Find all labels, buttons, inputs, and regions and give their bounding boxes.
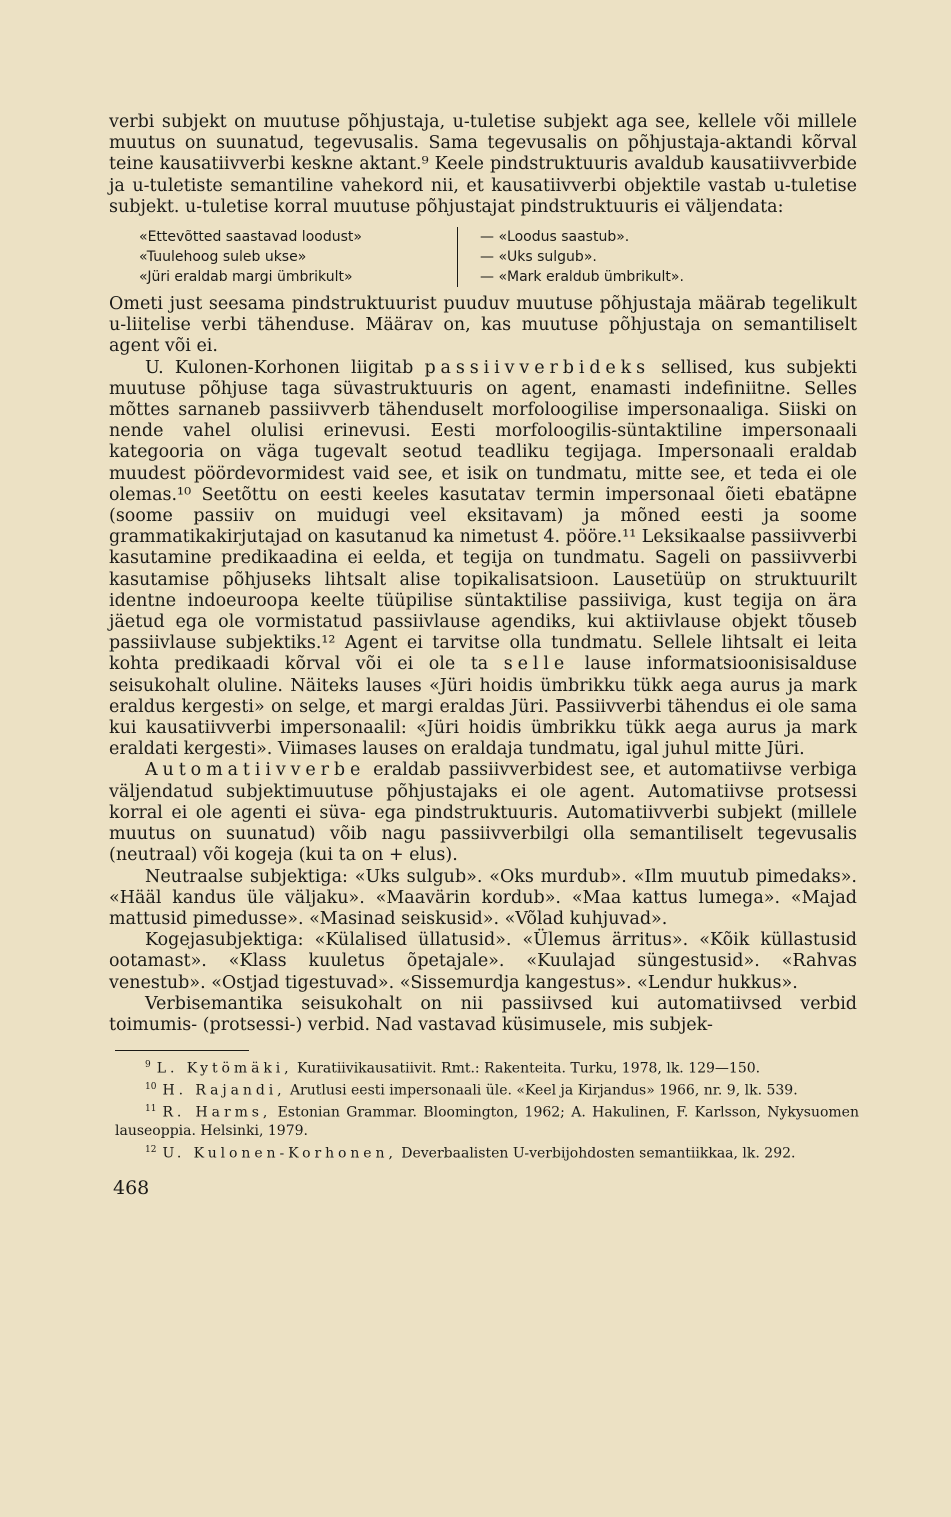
example-block <box>139 227 857 287</box>
footnote-2 <box>115 1078 859 1100</box>
paragraph-5: Neutraalse subjektiga: «Uks sulgub». «Oks murdub». «Ilm muutub pimedaks». «Hääl kandus üle väljaku». «Maavärin kordub». «Maa kattus lumega». «Majad mattusid pimedusse». «Masinad seiskusid». «Võlad kuhjuvad». <box>109 866 857 929</box>
footnote-text: Estonian Grammar. Bloomington, 1962; A. Hakulinen, F. Karlsson, Nykysuomen lauseoppia. Helsinki, 1979. <box>115 1104 859 1140</box>
paragraph-3 <box>109 358 857 761</box>
example-left-1: «Ettevõtted saastavad loodust» <box>139 229 362 246</box>
paragraph-6: Kogejasubjektiga: «Külalised üllatusid». «Ülemus ärritus». «Kõik küllastusid ootamast». «Klass kuuletus õpetajale». «Kuulajad süngestusid». «Rahvas venestub». «Ostjad tigestuvad». «Sissemurdja kangestus». «Lendur hukkus». <box>109 930 857 993</box>
p4-rest: eraldab passiivverbidest see, et automatiivse verbiga väljendatud subjektimuutuse põhjustajaks ei ole agent. Automatiivse protsessi korral ei ole agenti ei süva- ega pindstruktuuris. Automatiivverbi subjekt (millele muutus on suunatud) võib nagu passiivverbilgi olla semantiliselt tegevusalis (neutraal) või kogeja (kui ta on + elus). <box>109 760 857 866</box>
p3-spaced-word: selle <box>503 654 570 675</box>
footnotes <box>115 1056 859 1163</box>
page-number: 468 <box>113 1177 150 1199</box>
paragraph-4 <box>109 760 857 866</box>
body-text <box>109 112 857 1036</box>
footnote-author: L. Kytömäki, <box>156 1060 293 1077</box>
footnote-text: Deverbaalisten U-verbijohdosten semantiikkaa, lk. 292. <box>396 1145 796 1162</box>
footnote-number: 11 <box>145 1104 157 1115</box>
p4-spaced-term: Automatiivverbe <box>145 760 366 781</box>
p3-end: lause informatsioonisisalduse seisukohalt oluline. Näiteks lauses «Jüri hoidis ümbrikku tükk aega aurus ja mark eraldus kergesti» on selge, et margi eraldas Jüri. Passiivverbi tähendus ei ole sama kui kausatiivverbi impersonaalil: «Jüri hoidis ümbrikku tükk aega aurus ja mark eraldati kergesti». Viimases lauses on eraldaja tundmatu, igal juhul mitte Jüri. <box>109 654 857 760</box>
paragraph-2: Ometi just seesama pindstruktuurist puuduv muutuse põhjustaja määrab tegelikult u-liitelise verbi tähenduse. Määrav on, kas muutuse põhjustaja on semantiliselt agent või ei. <box>109 294 857 357</box>
example-left-2: «Tuulehoog suleb ukse» <box>139 249 307 266</box>
paragraph-7: Verbisemantika seisukohalt on nii passiivsed kui automatiivsed verbid toimumis- (protsessi-) verbid. Nad vastavad küsimusele, mis subjek- <box>109 993 857 1035</box>
footnote-4 <box>115 1141 859 1163</box>
footnote-rule <box>115 1050 249 1051</box>
examples-left <box>139 227 458 287</box>
footnote-number: 10 <box>145 1082 157 1093</box>
footnote-1 <box>115 1056 859 1078</box>
p3-rest: sellised, kus subjekti muutuse põhjuse taga süvastruktuuris on agent, enamasti indefiniitne. Selles mõttes sarnaneb passiivverb tähenduselt morfoloogilise impersonaaliga. Siiski on nende vahel olulisi erinevusi. Eesti morfoloogilis-süntaktiline impersonaali kategooria on väga tugevalt seotud teadliku tegijaga. Impersonaali eraldab muudest pöördevormidest vaid see, et isik on tundmatu, mitte see, et teda ei ole olemas.¹⁰ Seetõttu on eesti keeles kasutatav termin impersonaal õieti ebatäpne (soome passiiv on muidugi veel eksitavam) ja mõned eesti ja soome grammatikakirjutajad on kasutanud ka nimetust 4. pööre.¹¹ Leksikaalse passiivverbi kasutamine predikaadina ei eelda, et tegija on tundmatu. Sageli on passiivverbi kasutamise põhjuseks lihtsalt alise topikalisatsioon. Lausetüüp on struktuurilt identne indoeuroopa keelte tüüpilise süntaktilise passiiviga, kust tegija on ära jäetud ega ole vormistatud passiivlause agendiks, kui aktiivlause objekt tõuseb passiivlause subjektiks.¹² Agent ei tarvitse olla tundmatu. Sellele lihtsalt ei leita kohta predikaadi kõrval või ei ole ta <box>109 357 857 675</box>
examples-right <box>480 227 857 287</box>
p3-start: U. Kulonen-Korhonen liigitab <box>145 357 414 378</box>
footnote-number: 9 <box>145 1060 151 1070</box>
footnote-author: U. Kulonen-Korhonen, <box>162 1145 397 1162</box>
footnote-text: Kuratiivikausatiivit. Rmt.: Rakenteita. Turku, 1978, lk. 129—150. <box>292 1060 761 1077</box>
p3-spaced-term: passiivverbideks <box>424 357 651 378</box>
footnote-text: Arutlusi eesti impersonaali üle. «Keel ja Kirjandus» 1966, nr. 9, lk. 539. <box>285 1082 798 1099</box>
footnote-3 <box>115 1100 859 1141</box>
example-left-3: «Jüri eraldab margi ümbrikult» <box>139 269 353 286</box>
example-right-1: — «Loodus saastub». <box>480 229 630 246</box>
example-right-3: — «Mark eraldub ümbrikult». <box>480 269 684 286</box>
example-right-2: — «Uks sulgub». <box>480 249 597 266</box>
paragraph-1: verbi subjekt on muutuse põhjustaja, u-tuletise subjekt aga see, kellele või millele muutus on suunatud, tegevusalis. Sama tegevusalis on põhjustaja-aktandi kõrval teine kausatiivverbi keskne aktant.⁹ Keele pindstruktuuris avaldub kausatiivverbide ja u-tuletiste semantiline vahekord nii, et kausatiivverbi objektile vastab u-tuletise subjekt. u-tuletise korral muutuse põhjustajat pindstruktuuris ei väljendata: <box>109 112 857 217</box>
footnote-author: H. Rajandi, <box>162 1082 286 1099</box>
footnote-number: 12 <box>145 1144 157 1155</box>
footnote-author: R. Harms, <box>162 1104 272 1121</box>
